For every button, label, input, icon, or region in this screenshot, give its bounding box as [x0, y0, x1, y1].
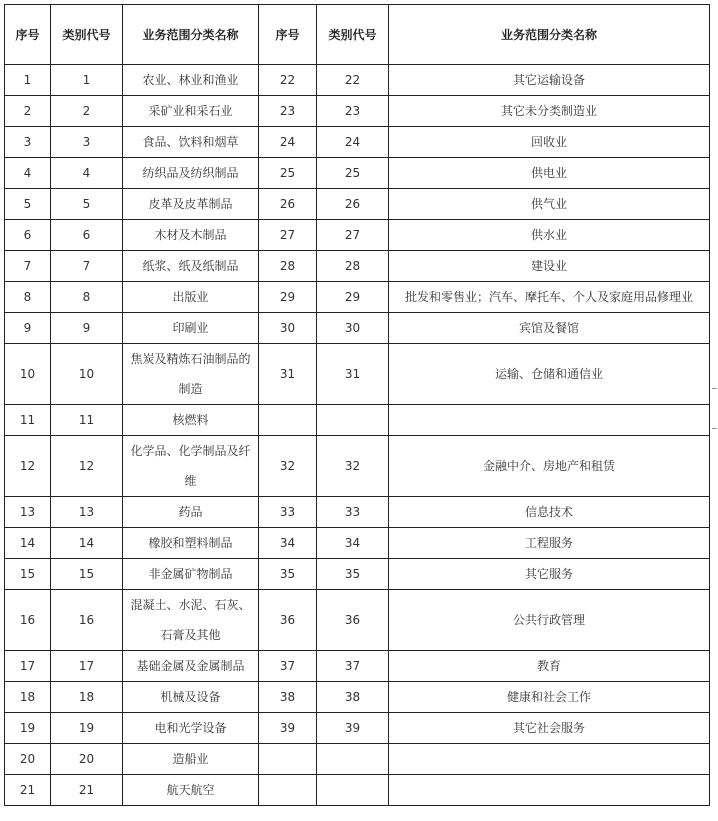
table-row [5, 559, 710, 590]
cell-name: 橡胶和塑料制品 [123, 528, 259, 559]
cell-seq: 8 [5, 282, 51, 313]
cell-seq-2 [259, 775, 317, 806]
table-row [5, 775, 710, 806]
cell-name-2: 供电业 [389, 158, 710, 189]
cell-code: 9 [51, 313, 123, 344]
table-row [5, 405, 710, 436]
header-seq: 序号 [5, 5, 51, 65]
cell-seq: 5 [5, 189, 51, 220]
cell-name: 皮革及皮革制品 [123, 189, 259, 220]
cell-code: 15 [51, 559, 123, 590]
cell-code-2: 25 [317, 158, 389, 189]
cell-seq: 2 [5, 96, 51, 127]
cell-code: 3 [51, 127, 123, 158]
cell-code: 4 [51, 158, 123, 189]
cell-code-2: 23 [317, 96, 389, 127]
cell-code-2 [317, 744, 389, 775]
cell-name: 纸浆、纸及纸制品 [123, 251, 259, 282]
cell-code: 1 [51, 65, 123, 96]
table-row [5, 744, 710, 775]
table-row [5, 158, 710, 189]
cell-name-2: 信息技术 [389, 497, 710, 528]
cell-name-2: 其它社会服务 [389, 713, 710, 744]
cell-code: 8 [51, 282, 123, 313]
cell-code: 20 [51, 744, 123, 775]
edge-tick [712, 428, 717, 429]
table-header-row [5, 5, 710, 65]
cell-name-2: 回收业 [389, 127, 710, 158]
cell-seq: 10 [5, 344, 51, 405]
cell-seq: 6 [5, 220, 51, 251]
cell-code: 12 [51, 436, 123, 497]
cell-seq: 17 [5, 651, 51, 682]
cell-name: 机械及设备 [123, 682, 259, 713]
cell-name: 出版业 [123, 282, 259, 313]
cell-seq-2: 30 [259, 313, 317, 344]
cell-code: 10 [51, 344, 123, 405]
header-seq-2: 序号 [259, 5, 317, 65]
edge-tick [712, 388, 717, 389]
cell-name: 混凝土、水泥、石灰、石膏及其他 [123, 590, 259, 651]
table-row [5, 682, 710, 713]
cell-seq: 3 [5, 127, 51, 158]
cell-seq: 7 [5, 251, 51, 282]
table-row [5, 436, 710, 497]
cell-code: 18 [51, 682, 123, 713]
cell-code: 6 [51, 220, 123, 251]
table-row [5, 189, 710, 220]
cell-name-2: 建设业 [389, 251, 710, 282]
cell-seq: 11 [5, 405, 51, 436]
cell-name: 农业、林业和渔业 [123, 65, 259, 96]
cell-seq-2: 35 [259, 559, 317, 590]
cell-code-2: 22 [317, 65, 389, 96]
cell-name: 非金属矿物制品 [123, 559, 259, 590]
header-name: 业务范围分类名称 [123, 5, 259, 65]
cell-code: 7 [51, 251, 123, 282]
cell-name: 基础金属及金属制品 [123, 651, 259, 682]
cell-code-2 [317, 775, 389, 806]
cell-seq-2: 22 [259, 65, 317, 96]
cell-seq: 16 [5, 590, 51, 651]
table-row [5, 713, 710, 744]
cell-name: 木材及木制品 [123, 220, 259, 251]
cell-name-2: 金融中介、房地产和租赁 [389, 436, 710, 497]
cell-seq-2: 25 [259, 158, 317, 189]
cell-name-2: 其它服务 [389, 559, 710, 590]
cell-seq-2: 34 [259, 528, 317, 559]
cell-name-2: 批发和零售业；汽车、摩托车、个人及家庭用品修理业 [389, 282, 710, 313]
cell-code-2: 35 [317, 559, 389, 590]
header-code-2: 类别代号 [317, 5, 389, 65]
table-row [5, 282, 710, 313]
cell-seq-2: 36 [259, 590, 317, 651]
table-body [5, 65, 710, 806]
table-row [5, 497, 710, 528]
table-row [5, 127, 710, 158]
cell-name: 纺织品及纺织制品 [123, 158, 259, 189]
table-row [5, 65, 710, 96]
cell-name: 焦炭及精炼石油制品的制造 [123, 344, 259, 405]
cell-seq-2: 27 [259, 220, 317, 251]
cell-seq-2: 23 [259, 96, 317, 127]
cell-seq: 4 [5, 158, 51, 189]
cell-code-2: 30 [317, 313, 389, 344]
cell-name-2 [389, 405, 710, 436]
cell-code-2: 39 [317, 713, 389, 744]
cell-code: 14 [51, 528, 123, 559]
cell-code-2: 31 [317, 344, 389, 405]
cell-name: 造船业 [123, 744, 259, 775]
cell-name-2: 运输、仓储和通信业 [389, 344, 710, 405]
cell-code-2: 28 [317, 251, 389, 282]
cell-seq-2: 24 [259, 127, 317, 158]
cell-code: 2 [51, 96, 123, 127]
cell-seq: 1 [5, 65, 51, 96]
cell-name-2: 工程服务 [389, 528, 710, 559]
cell-code: 11 [51, 405, 123, 436]
cell-name-2: 教育 [389, 651, 710, 682]
cell-code-2: 32 [317, 436, 389, 497]
cell-code: 5 [51, 189, 123, 220]
cell-code-2: 29 [317, 282, 389, 313]
cell-seq: 19 [5, 713, 51, 744]
cell-name-2: 宾馆及餐馆 [389, 313, 710, 344]
cell-seq-2: 38 [259, 682, 317, 713]
cell-code-2: 33 [317, 497, 389, 528]
cell-code-2: 34 [317, 528, 389, 559]
cell-name-2: 其它未分类制造业 [389, 96, 710, 127]
cell-seq: 18 [5, 682, 51, 713]
cell-seq-2: 32 [259, 436, 317, 497]
cell-code: 17 [51, 651, 123, 682]
cell-code-2 [317, 405, 389, 436]
cell-seq-2 [259, 405, 317, 436]
cell-name: 采矿业和采石业 [123, 96, 259, 127]
cell-code-2: 27 [317, 220, 389, 251]
cell-code-2: 37 [317, 651, 389, 682]
cell-seq-2 [259, 744, 317, 775]
header-name-2: 业务范围分类名称 [389, 5, 710, 65]
cell-seq-2: 28 [259, 251, 317, 282]
cell-code-2: 24 [317, 127, 389, 158]
cell-seq: 21 [5, 775, 51, 806]
cell-code: 21 [51, 775, 123, 806]
cell-name: 核燃料 [123, 405, 259, 436]
cell-seq: 15 [5, 559, 51, 590]
cell-name: 化学品、化学制品及纤维 [123, 436, 259, 497]
cell-seq-2: 37 [259, 651, 317, 682]
cell-name: 药品 [123, 497, 259, 528]
table-row [5, 313, 710, 344]
cell-code-2: 38 [317, 682, 389, 713]
cell-seq: 9 [5, 313, 51, 344]
table-row [5, 651, 710, 682]
cell-code: 13 [51, 497, 123, 528]
table-row [5, 528, 710, 559]
cell-seq: 12 [5, 436, 51, 497]
cell-seq-2: 39 [259, 713, 317, 744]
table-row [5, 96, 710, 127]
cell-code-2: 26 [317, 189, 389, 220]
cell-name: 印刷业 [123, 313, 259, 344]
cell-name: 食品、饮料和烟草 [123, 127, 259, 158]
cell-code: 16 [51, 590, 123, 651]
header-code: 类别代号 [51, 5, 123, 65]
table-row [5, 344, 710, 405]
cell-seq-2: 29 [259, 282, 317, 313]
cell-name-2: 其它运输设备 [389, 65, 710, 96]
table-row [5, 220, 710, 251]
business-scope-table [4, 4, 710, 806]
cell-name: 航天航空 [123, 775, 259, 806]
table-row [5, 251, 710, 282]
cell-name-2: 供气业 [389, 189, 710, 220]
cell-seq: 20 [5, 744, 51, 775]
cell-seq: 14 [5, 528, 51, 559]
cell-seq-2: 33 [259, 497, 317, 528]
cell-name-2 [389, 775, 710, 806]
cell-code: 19 [51, 713, 123, 744]
cell-seq-2: 26 [259, 189, 317, 220]
cell-seq-2: 31 [259, 344, 317, 405]
cell-code-2: 36 [317, 590, 389, 651]
cell-name-2: 公共行政管理 [389, 590, 710, 651]
cell-name-2: 健康和社会工作 [389, 682, 710, 713]
cell-name-2: 供水业 [389, 220, 710, 251]
cell-seq: 13 [5, 497, 51, 528]
cell-name: 电和光学设备 [123, 713, 259, 744]
cell-name-2 [389, 744, 710, 775]
table-row [5, 590, 710, 651]
